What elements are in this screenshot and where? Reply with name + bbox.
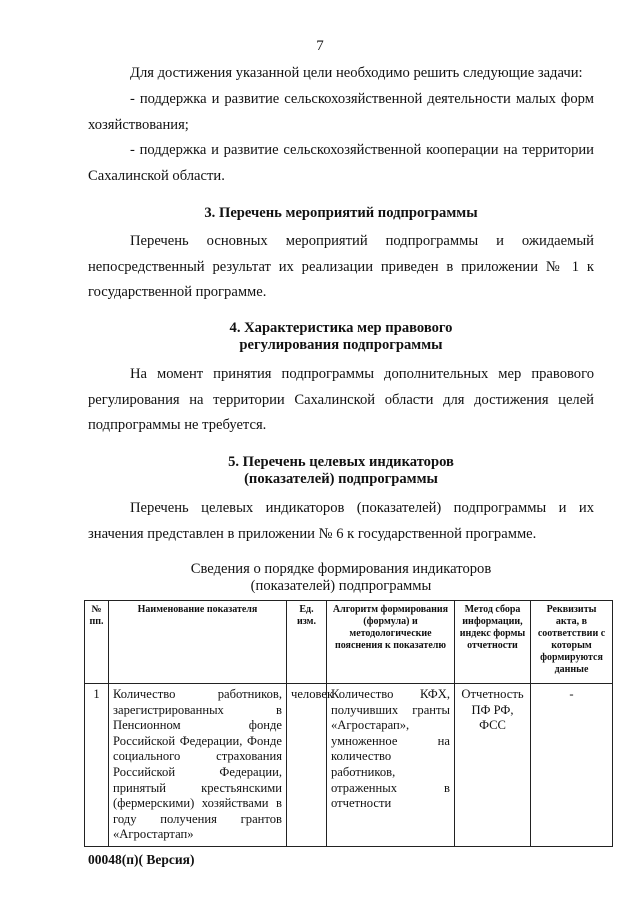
cell-algorithm: Количество КФХ, получивших гранты «Агростарап», умноженное на количество работников, отраженных в отчетности (327, 684, 455, 847)
section-heading-3: 3. Перечень мероприятий подпрограммы (204, 205, 478, 221)
document-footer-code: 00048(п)( Версия) (88, 852, 195, 867)
section-heading-4-line-2: регулирования подпрограммы (239, 337, 443, 353)
section-heading-5-line-2: (показателей) подпрограммы (244, 471, 438, 487)
indicators-table (84, 600, 613, 847)
cell-number: 1 (85, 684, 109, 847)
header-number: № пп. (85, 601, 109, 684)
paragraph-tasks-intro: Для достижения указанной цели необходимо решить следующие задачи: (130, 65, 583, 81)
cell-collection-method: Отчетность ПФ РФ, ФСС (455, 684, 531, 847)
header-indicator-name: Наименование показателя (109, 601, 287, 684)
cell-unit: человек (287, 684, 327, 847)
table-caption-line-2: (показателей) подпрограммы (250, 578, 432, 594)
paragraph-section-3: Перечень основных мероприятий подпрограммы и ожидаемый непосредственный результат их реализации приведен в приложении № 1 к государственной программе. (88, 233, 594, 300)
table-caption-line-1: Сведения о порядке формирования индикаторов (190, 561, 492, 577)
header-act-requisites: Реквизиты акта, в соответствии с которым формируются данные (531, 601, 613, 684)
table-header-row (85, 601, 613, 684)
page-number: 7 (316, 38, 324, 54)
section-heading-4-line-1: 4. Характеристика мер правового (229, 320, 453, 336)
cell-indicator-name: Количество работников, зарегистрированных в Пенсионном фонде Российской Федерации, Фонде социального страхования Российской Федерации, принятый крестьянскими (фермерскими) хозяйствами в году получения грантов «Агростартап» (109, 684, 287, 847)
section-heading-4 (88, 320, 594, 354)
section-heading-5 (88, 454, 594, 488)
paragraph-section-5: Перечень целевых индикаторов (показателей) подпрограммы и их значения представлен в приложении № 6 к государственной программе. (88, 500, 594, 542)
section-heading-5-line-1: 5. Перечень целевых индикаторов (228, 454, 454, 470)
paragraph-task-1: - поддержка и развитие сельскохозяйственной деятельности малых форм хозяйствования; (88, 91, 594, 133)
cell-act-requisites: - (531, 684, 613, 847)
table-caption (88, 561, 594, 595)
header-unit: Ед. изм. (287, 601, 327, 684)
paragraph-section-4: На момент принятия подпрограммы дополнительных мер правового регулирования на территории Сахалинской области для достижения целей подпрограммы не требуется. (88, 366, 594, 433)
paragraph-task-2: - поддержка и развитие сельскохозяйственной кооперации на территории Сахалинской области. (88, 142, 594, 184)
header-algorithm: Алгоритм формирования (формула) и методологические пояснения к показателю (327, 601, 455, 684)
header-collection-method: Метод сбора информации, индекс формы отчетности (455, 601, 531, 684)
table-row (85, 684, 613, 847)
